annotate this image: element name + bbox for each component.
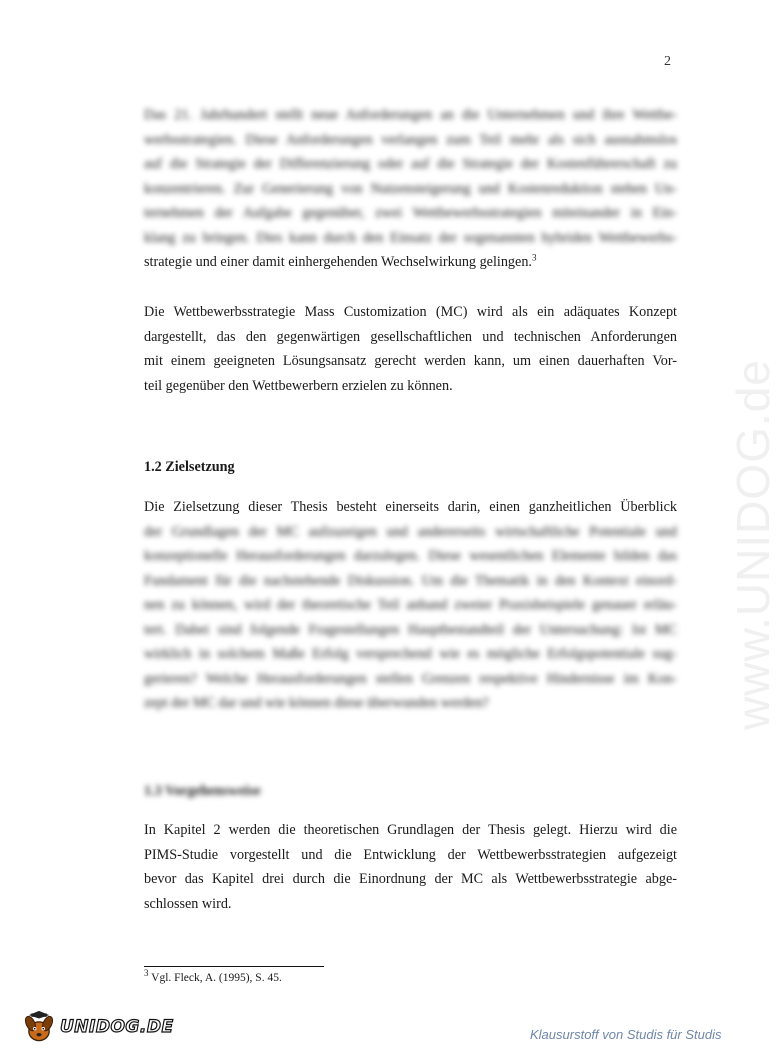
text-line [144, 250, 677, 275]
text-line: dargestellt, das den gegenwärtigen gesellschaftlichen und technischen Anforderungen [144, 328, 677, 345]
paragraph-intro [144, 103, 677, 275]
text-line: In Kapitel 2 werden die theoretischen Grundlagen der Thesis gelegt. Hierzu wird die [144, 822, 677, 838]
dog-icon [22, 1010, 56, 1044]
section-heading-zielsetzung: 1.2 Zielsetzung [144, 459, 235, 475]
text-line: mit einem geeigneten Lösungsansatz gerecht werden kann, um einen dauerhaften Vor- [144, 353, 677, 369]
section-heading-vorgehensweise: 1.3 Vorgehensweise [144, 783, 261, 799]
text-line: auf die Strategie der Differenzierung oder auf die Strategie der Kostenführerschaft zu [144, 156, 677, 172]
paragraph-zielsetzung [144, 495, 677, 716]
paragraph-vorgehensweise [144, 818, 677, 916]
footnote [144, 968, 282, 984]
text-line: Die Zielsetzung dieser Thesis besteht einerseits darin, einen ganzheitlichen Überblick [144, 499, 677, 515]
unidog-logo[interactable] [22, 1010, 174, 1044]
text-line: tert. Dabei sind folgende Fragestellungen Hauptbestandteil der Untersuchung: Ist MC [144, 621, 677, 638]
text-line: Die Wettbewerbsstrategie Mass Customization (MC) wird als ein adäquates Konzept [144, 304, 677, 320]
footnote-reference: 3 [531, 252, 537, 263]
paragraph-mc [144, 300, 677, 398]
text-line: der Grundlagen der MC aufzuzeigen und andererseits wirtschaftliche Potentiale und [144, 523, 677, 540]
text-line: nen zu können, wird der theoretische Teil anhand zweier Praxisbeispiele genauer erläu- [144, 597, 677, 613]
text-line: klang zu bringen. Dies kann durch den Einsatz der sogenannten hybriden Wettbewerbs- [144, 229, 677, 246]
logo-text: UNIDOG.DE [60, 1017, 174, 1037]
text-line: zept der MC dar und wie können diese überwunden werden? [144, 695, 489, 711]
watermark-text: www.UNIDOG.de [727, 359, 779, 730]
footnote-divider [144, 966, 324, 967]
footnote-number: 3 [144, 968, 149, 979]
footer-tagline: Klausurstoff von Studis für Studis [530, 1027, 722, 1042]
watermark [668, 280, 779, 740]
text-line: PIMS-Studie vorgestellt und die Entwicklung der Wettbewerbsstrategien aufgezeigt [144, 846, 677, 863]
text-line: gerieren? Welche Herausforderungen stellen Grenzen respektive Hindernisse im Kon- [144, 670, 677, 687]
footnote-text: Vgl. Fleck, A. (1995), S. 45. [151, 972, 282, 984]
text-line: Das 21. Jahrhundert stellt neue Anforderungen an die Unternehmen und ihre Wettbe- [144, 107, 677, 123]
text-line: schlossen wird. [144, 895, 232, 912]
text-line: bevor das Kapitel drei durch die Einordnung der MC als Wettbewerbsstrategie abge- [144, 871, 677, 887]
text-line: werbsstrategien. Diese Anforderungen verlangen zum Teil mehr als sich ausnahmslos [144, 131, 677, 148]
text-line-content: strategie und einer damit einhergehenden Wechselwirkung gelingen. [144, 254, 532, 270]
text-line: Fundament für die nachstehende Diskussion. Um die Thematik in den Kontext einord- [144, 572, 677, 589]
text-line: wirklich in solchem Maße Erfolg versprechend wie es mögliche Erfolgspotentiale sug- [144, 646, 677, 662]
page-number: 2 [664, 54, 671, 69]
text-line: ternehmen der Aufgabe gegenüber, zwei Wettbewerbsstrategien miteinander in Ein- [144, 205, 677, 221]
text-line: konzeptionelle Herausforderungen darzulegen. Diese wesentlichen Elemente bilden das [144, 548, 677, 564]
text-line: konzentrieren. Zur Generierung von Nutzensteigerung und Kostenreduktion stehen Un- [144, 180, 677, 197]
text-line: teil gegenüber den Wettbewerbern erzielen zu können. [144, 377, 453, 394]
